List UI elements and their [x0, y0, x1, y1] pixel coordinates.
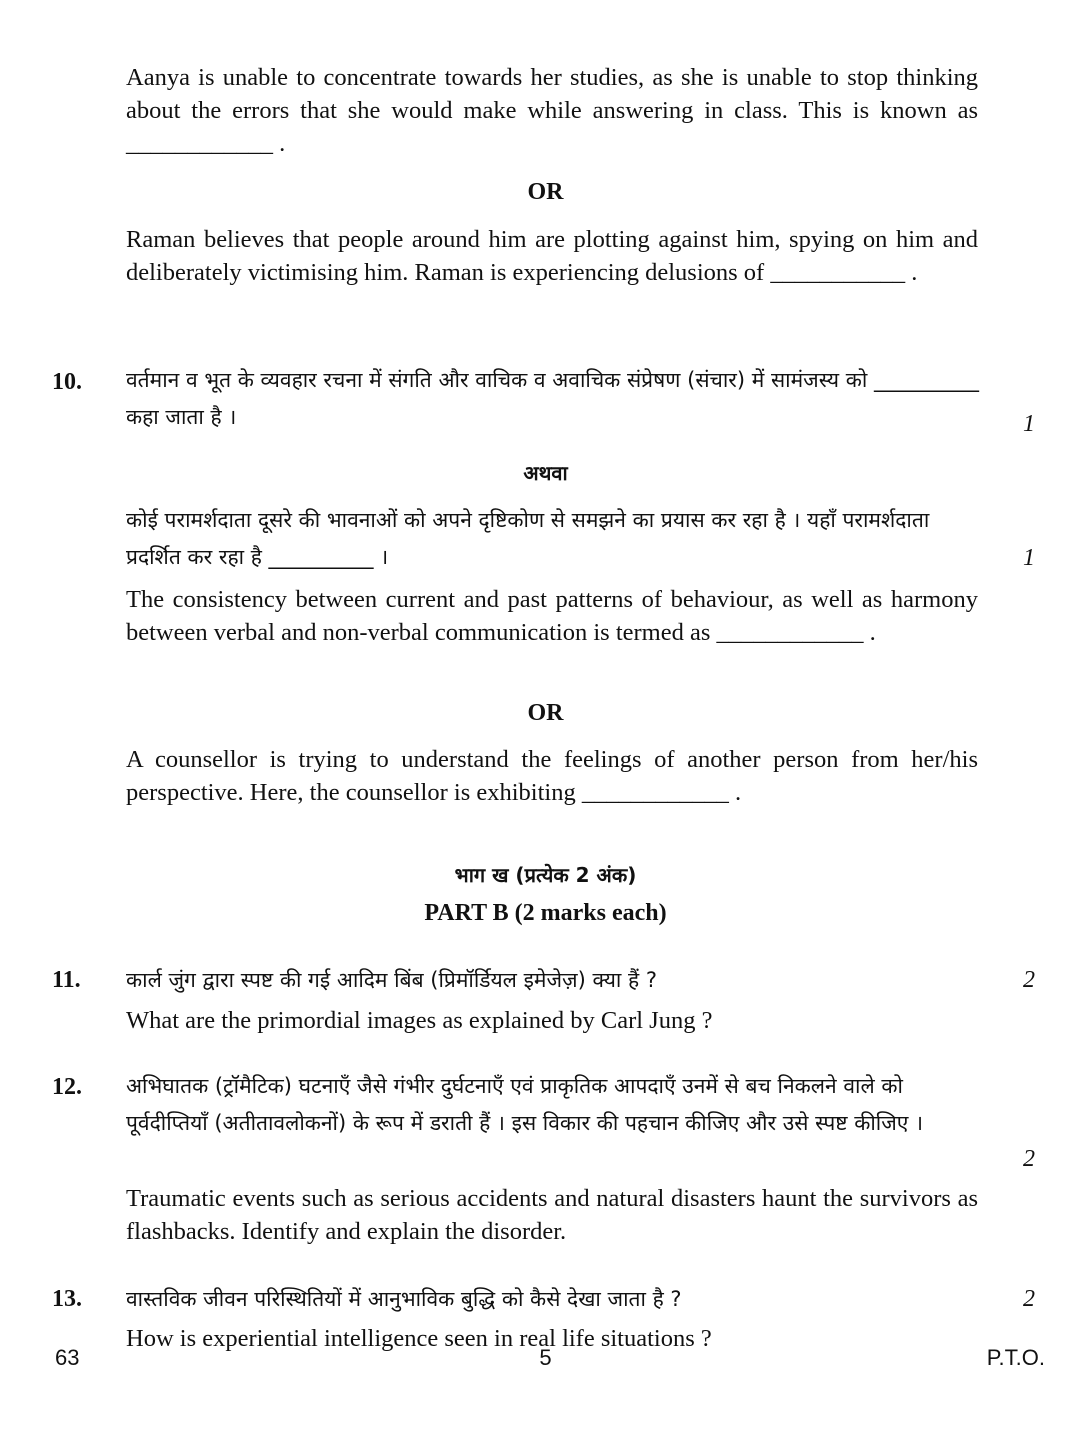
q10-hindi-alternative: कोई परामर्शदाता दूसरे की भावनाओं को अपने दृष्टिकोण से समझने का प्रयास कर रहा है । यहाँ परामर्शदाता प्रदर्शित कर रहा है __________ ।	[126, 508, 930, 569]
q13-hindi: वास्तविक जीवन परिस्थितियों में आनुभाविक बुद्धि को कैसे देखा जाता है ?	[126, 1287, 682, 1311]
q12-english: Traumatic events such as serious accidents and natural disasters haunt the survivors as flashbacks. Identify and explain the disorder.	[126, 1185, 978, 1245]
footer-paper-code: 63	[55, 1345, 80, 1370]
q11-hindi: कार्ल जुंग द्वारा स्पष्ट की गई आदिम बिंब (प्रिमॉर्डियल इमेजेज़) क्या हैं ?	[126, 968, 657, 992]
q9-english-alternative: Raman believes that people around him are plotting against him, spying on him and deliberately victimising him. Raman is experiencing delusions of ___________ .	[126, 226, 978, 286]
q11-number: 11.	[52, 967, 81, 993]
q13-number: 13.	[52, 1286, 82, 1312]
q11-english: What are the primordial images as explained by Carl Jung ?	[126, 1007, 713, 1034]
q13-mark: 2	[1023, 1286, 1035, 1312]
q10-mark-1: 1	[1023, 411, 1035, 437]
q13-english: How is experiential intelligence seen in real life situations ?	[126, 1325, 712, 1352]
q10-english-question: The consistency between current and past patterns of behaviour, as well as harmony between verbal and non-verbal communication is termed as ____________ .	[126, 586, 978, 646]
part-b-hindi-heading: भाग ख (प्रत्येक 2 अंक)	[454, 863, 637, 887]
q12-mark: 2	[1023, 1146, 1035, 1172]
q9-or-label: OR	[527, 179, 564, 205]
q10-number: 10.	[52, 369, 82, 395]
q12-hindi: अभिघातक (ट्रॉमैटिक) घटनाएँ जैसे गंभीर दुर्घटनाएँ एवं प्राकृतिक आपदाएँ उनमें से बच निकलने वाले को पूर्वदीप्तियाँ (अतीतावलोकनों) के रूप में डराती हैं । इस विकार की पहचान कीजिए और उसे स्पष्ट कीजिए ।	[126, 1074, 924, 1135]
q9-english-question: Aanya is unable to concentrate towards her studies, as she is unable to stop thinking about the errors that she would make while answering in class. This is known as ____________ .	[126, 64, 978, 157]
q11-mark: 2	[1023, 967, 1035, 993]
q10-english-alternative: A counsellor is trying to understand the feelings of another person from her/his perspective. Here, the counsellor is exhibiting ____________ .	[126, 746, 978, 806]
q12-number: 12.	[52, 1074, 82, 1100]
q10-hindi-question: वर्तमान व भूत के व्यवहार रचना में संगति और वाचिक व अवाचिक संप्रेषण (संचार) में सामंजस्य को __________ कहा जाता है ।	[126, 368, 980, 429]
part-b-english-heading: PART B (2 marks each)	[424, 900, 667, 926]
q10-or-label: OR	[527, 700, 564, 726]
footer-page-number: 5	[539, 1345, 552, 1370]
q10-mark-2: 1	[1023, 545, 1035, 571]
footer-pto: P.T.O.	[986, 1345, 1045, 1370]
q10-hindi-or-label: अथवा	[523, 461, 568, 485]
